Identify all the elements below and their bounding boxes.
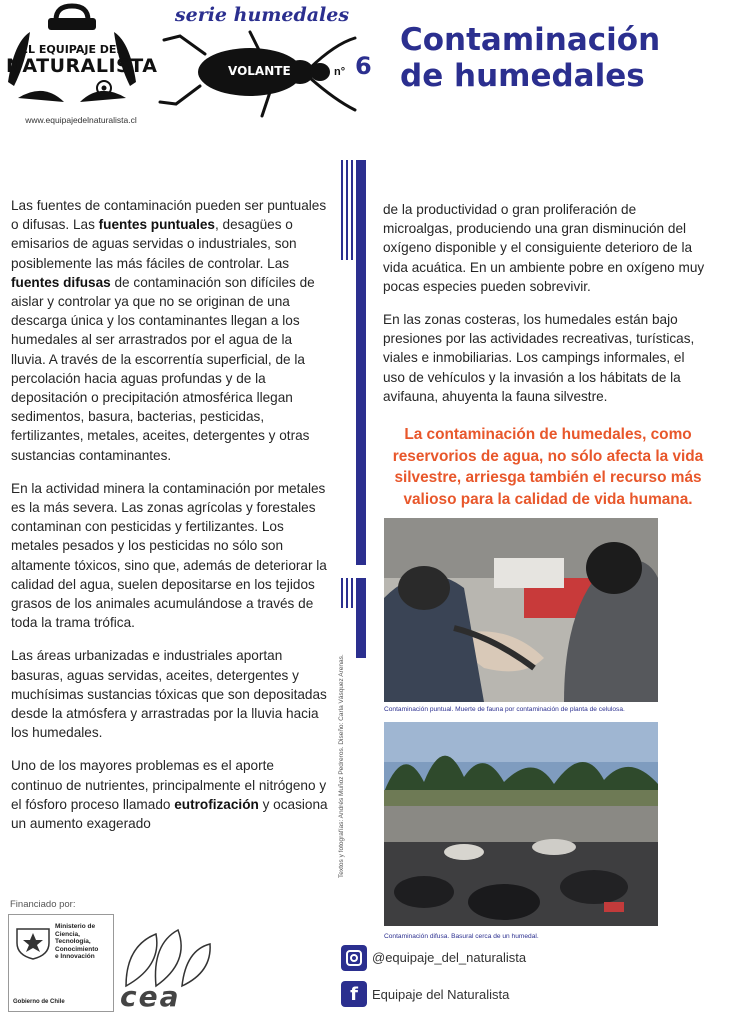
instagram-row[interactable] bbox=[341, 945, 641, 973]
volante-number: 6 bbox=[355, 52, 372, 80]
divider-stripe-4 bbox=[341, 578, 343, 608]
divider-bar-lower bbox=[356, 578, 366, 658]
gobierno-label: Gobierno de Chile bbox=[13, 999, 65, 1005]
divider-stripe-2 bbox=[346, 160, 348, 260]
divider-stripe-5 bbox=[346, 578, 348, 608]
bold-fuentes-puntuales: fuentes puntuales bbox=[98, 217, 215, 233]
facebook-row[interactable] bbox=[341, 981, 641, 1009]
caption-photo-2: Contaminación difusa. Basural cerca de un humedal. bbox=[384, 933, 539, 940]
page-title bbox=[400, 22, 720, 94]
instagram-handle[interactable]: @equipaje_del_naturalista bbox=[372, 950, 527, 965]
divider-stripe-6 bbox=[351, 578, 353, 608]
photo-diffuse-pollution-graphic bbox=[384, 722, 658, 926]
highlight-quote: La contaminación de humedales, como reservorios de agua, no sólo afecta la vida silvestre, arriesga también el recurso más valioso para la calidad de vida humana. bbox=[392, 426, 704, 508]
cea-logo bbox=[116, 926, 216, 1013]
title-line2: de humedales bbox=[400, 58, 645, 94]
title-line1: Contaminación bbox=[400, 22, 661, 58]
instagram-icon[interactable] bbox=[341, 945, 367, 971]
facebook-page[interactable]: Equipaje del Naturalista bbox=[372, 987, 510, 1002]
credits-vertical: Textos y fotografías: Andrés Muñoz Pedreros. Diseño: Carla Vásquez Arenas. bbox=[338, 654, 345, 878]
cea-wordmark: cea bbox=[120, 980, 181, 1013]
chile-seal-icon bbox=[13, 921, 53, 961]
divider-bar bbox=[356, 160, 366, 565]
photo-diffuse-pollution bbox=[384, 722, 658, 926]
right-paragraph-1: de la productividad o gran proliferación de microalgas, produciendo una gran disminución del oxígeno disponible y el consiguiente deterioro de la vida acuática. En un ambiente pobre en oxígeno muy pocas especies pueden sobrevivir. bbox=[383, 202, 705, 294]
facebook-icon[interactable]: f bbox=[341, 981, 367, 1007]
volante-label: VOLANTE bbox=[228, 64, 291, 78]
paragraph-2: En la actividad minera la contaminación por metales es la más severa. Las zonas agrícolas y forestales contaminan con pesticidas y fertilizantes. Los metales pesados y los pesticidas no sólo son altamente tóxicos, sino que, además de deteriorar la calidad del agua, suelen depositarse en los tejidos grasos de los animales acumulándose a través de toda la trama trófica. bbox=[11, 480, 327, 631]
financiado-label: Financiado por: bbox=[10, 899, 76, 910]
right-paragraph-2: En las zonas costeras, los humedales están bajo presiones por las actividades recreativas, turísticas, viales e inmobiliarias. Los campings informales, el uso de vehículos y la invasión a los hábitats de la avifauna, ahuyenta la fauna silvestre. bbox=[383, 312, 695, 404]
ministry-logo bbox=[8, 914, 114, 1012]
paragraph-4: Uno de los mayores problemas es el aporte continuo de nutrientes, principalmente el nitrógeno y el fósforo proceso llamado eutrofización y ocasiona un aumento exagerado bbox=[11, 758, 328, 832]
divider-stripe-1 bbox=[341, 160, 343, 260]
bold-fuentes-difusas: fuentes difusas bbox=[11, 274, 111, 290]
bold-eutrofizacion: eutrofización bbox=[174, 796, 259, 812]
divider-stripe-3 bbox=[351, 160, 353, 260]
paragraph-3: Las áreas urbanizadas e industriales aportan basuras, aguas servidas, aceites, detergentes y muchísimas sustancias tóxicas que son depositadas desde la atmósfera y arrastradas por la lluvia hacia los humedales. bbox=[11, 648, 327, 741]
photo-point-pollution bbox=[384, 518, 658, 702]
caption-photo-1: Contaminación puntual. Muerte de fauna por contaminación de planta de celulosa. bbox=[384, 706, 625, 713]
logo-line1: EL EQUIPAJE DEL bbox=[20, 43, 124, 56]
logo-line2: NATURALISTA bbox=[6, 55, 158, 77]
right-column bbox=[383, 200, 705, 420]
website-link[interactable]: www.equipajedelnaturalista.cl bbox=[25, 115, 137, 125]
left-column bbox=[11, 196, 329, 847]
serie-label: serie humedales bbox=[174, 4, 350, 26]
photo-point-pollution-graphic bbox=[384, 518, 658, 702]
number-prefix: n° bbox=[334, 66, 346, 78]
ministry-name: Ministerio de Ciencia, Tecnología, Conocimiento e Innovación bbox=[55, 923, 99, 961]
paragraph-1: Las fuentes de contaminación pueden ser puntuales o difusas. Las fuentes puntuales, desagües o emisarios de aguas servidas o industriales, son posiblemente las más fáciles de controlar. Las fuentes difusas de contaminación son difíciles de aislar y controlar ya que no se originan de una descarga única y los contaminantes llegan a los humedales al ser arrastrados por el agua de la lluvia. A través de la escorrentía superficial, de la percolación hacia aguas profundas y de la depositación o precipitación atmosférica llegan sedimentos, basura, bacterias, pesticidas, fertilizantes, metales, aceites, detergentes y otras sustancias contaminantes. bbox=[11, 198, 327, 463]
